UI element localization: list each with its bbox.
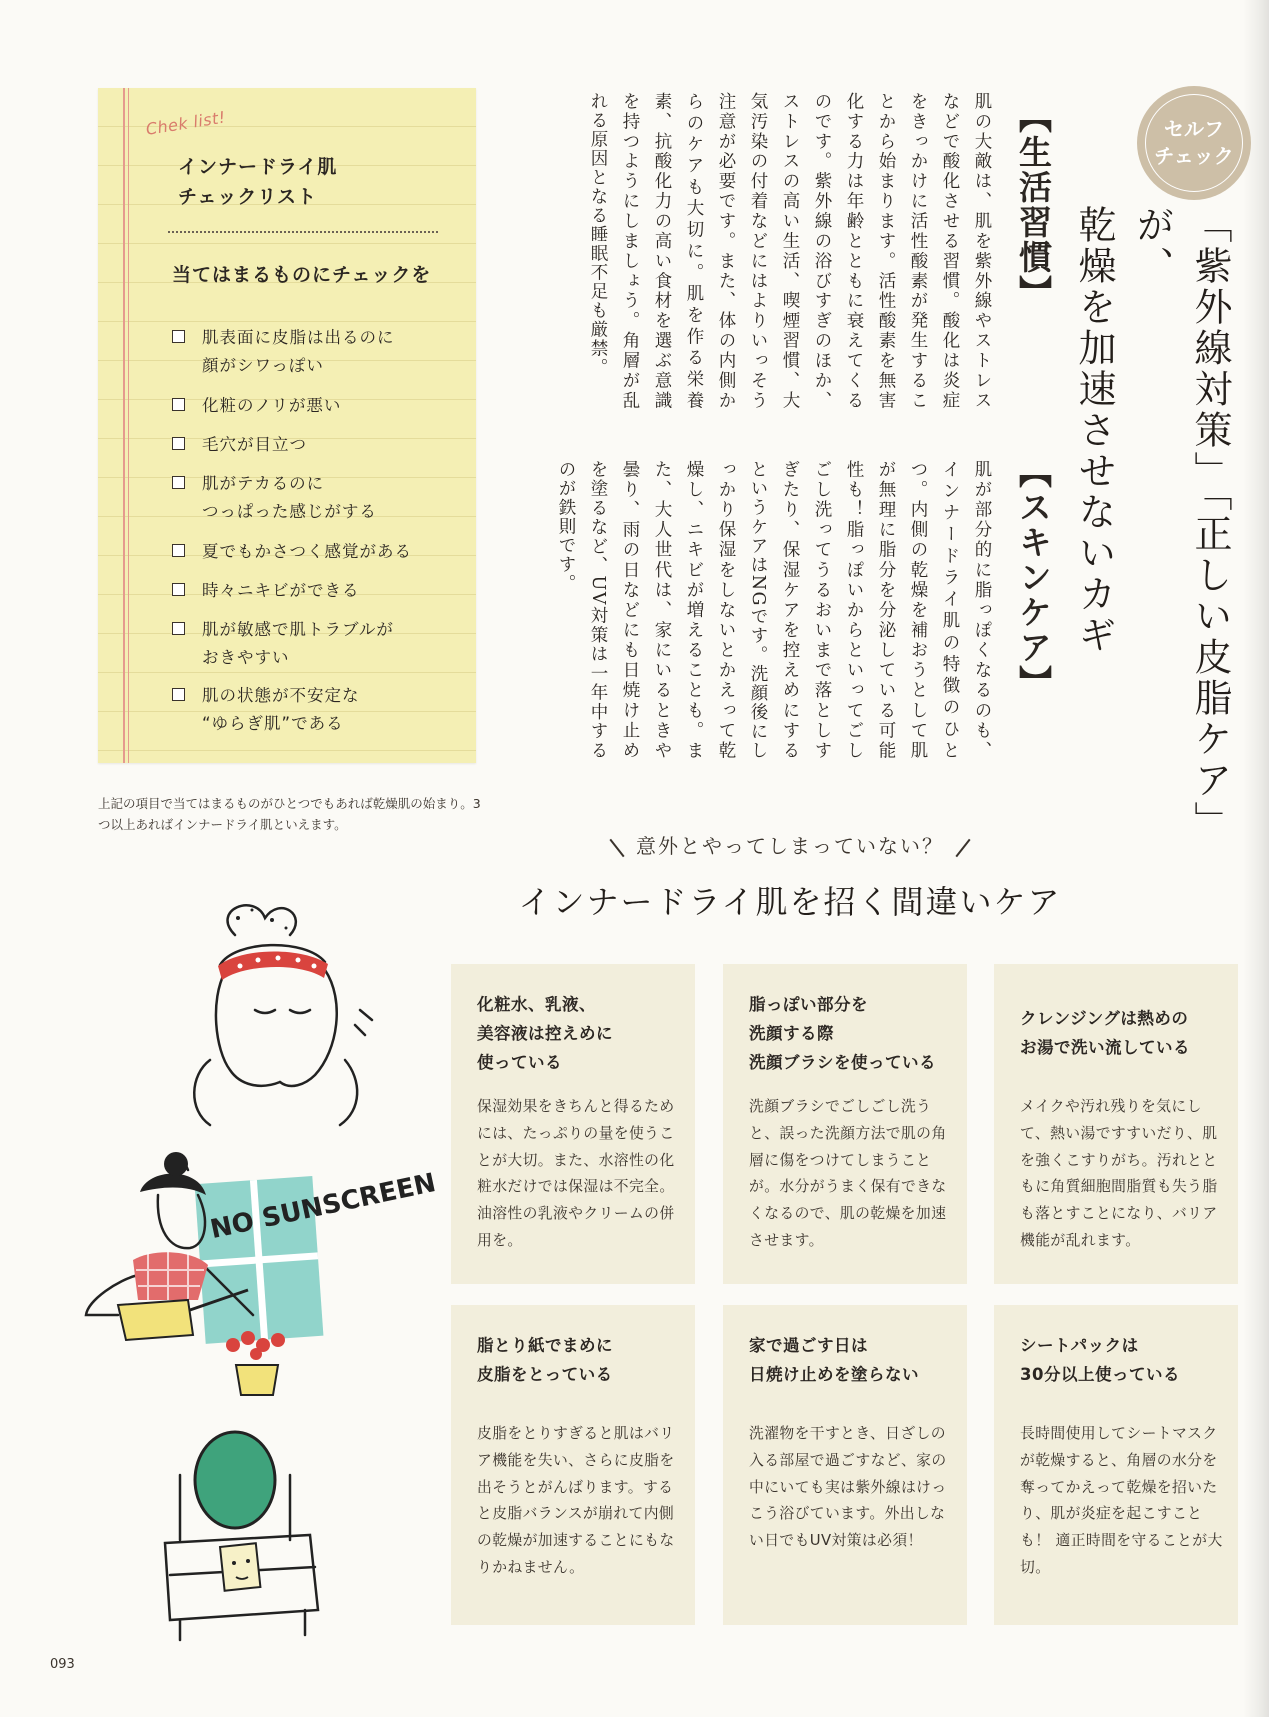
mistake-card — [723, 1305, 967, 1625]
mistake-card — [451, 1305, 695, 1625]
card-body: メイクや汚れ残りを気にして、熱い湯ですすいだり、肌を強くこすりがち。汚れとともに角質細胞間脂質も失う脂も落とすことになり、バリア機能が乱れます。 — [1020, 1098, 1218, 1249]
slash-mark — [955, 838, 970, 857]
checkbox[interactable] — [172, 583, 185, 596]
mistake-card — [994, 964, 1238, 1284]
page-number: 093 — [50, 1657, 75, 1672]
card-title: シートパックは 30分以上使っている — [1020, 1336, 1180, 1384]
watering-illustration — [78, 1140, 439, 1400]
section-subtitle-text: 意外とやってしまっていない？ — [636, 834, 944, 858]
checkbox[interactable] — [172, 544, 185, 557]
headband — [218, 951, 328, 980]
card-body: 洗顔ブラシでごしごし洗うと、誤った洗顔方法で肌の角層に傷をつけてしまうことが。水分がうまく保有できなくなるので、肌の乾燥を加速させます。 — [749, 1098, 947, 1249]
checkbox[interactable] — [172, 622, 185, 635]
slash-mark — [609, 838, 624, 857]
card-title: 脂とり紙でまめに 皮脂をとっている — [477, 1336, 613, 1384]
mistake-card — [994, 1305, 1238, 1625]
card-body: 洗濯物を干すとき、日ざしの入る部屋で過ごすなど、家の中にいても実は紫外線はけっこう浴びています。外出しない日でもUV対策は必須！ — [749, 1425, 947, 1550]
lifestyle-heading: 【生活習慣】 — [1014, 100, 1053, 310]
lifestyle-body: 肌の大敵は、肌を紫外線やストレスなどで酸化させる習慣。酸化は炎症をきっかけに活性酸素が発生することから始まります。活性酸素を無害化する力は年齢とともに衰えてくるのです。紫外線の浴びすぎのほか、ストレスの高い生活、喫煙習慣、大気汚染の付着などにはよりいっそう注意が必要です。また、体の内側からのケアも大切に。肌を作る栄養素、抗酸化力の高い食材を選ぶ意識を持つようにしましょう。角層が乱れる原因となる睡眠不足も厳禁。 — [588, 92, 992, 410]
skincare-heading: 【スキンケア】 — [1014, 455, 1053, 700]
checkbox[interactable] — [172, 476, 185, 489]
mirror — [195, 1432, 275, 1528]
card-body: 保湿効果をきちんと得るためには、たっぷりの量を使うことが大切。また、水溶性の化粧水だけでは保湿は不完全。油溶性の乳液やクリームの併用を。 — [477, 1098, 675, 1249]
self-check-badge — [1137, 86, 1251, 200]
checklist-notepad — [98, 88, 476, 763]
checklist-item-label: 肌の状態が不安定な “ゆらぎ肌”である — [202, 686, 360, 733]
margin-line — [123, 88, 125, 763]
checklist-item-label: 時々ニキビができる — [202, 581, 360, 600]
flower-pot — [236, 1365, 278, 1395]
section-subtitle — [480, 830, 1100, 859]
mistake-card — [723, 964, 967, 1284]
checklist-title: インナードライ肌 チェックリスト — [178, 156, 338, 208]
checkbox[interactable] — [172, 398, 185, 411]
card-title: 家で過ごす日は 日焼け止めを塗らない — [749, 1336, 919, 1384]
sheet-mask — [220, 1543, 260, 1591]
checkbox[interactable] — [172, 437, 185, 450]
checklist-item-label: 夏でもかさつく感覚がある — [202, 542, 412, 561]
mistake-card — [451, 964, 695, 1284]
section-title: インナードライ肌を招く間違いケア — [518, 883, 1062, 921]
no-sunscreen-text: NO SUNSCREEN — [207, 1168, 439, 1246]
checklist-item-label: 毛穴が目立つ — [202, 435, 307, 454]
checklist-tag: Chek list! — [144, 107, 227, 139]
face-washing-illustration — [140, 900, 380, 1130]
card-body: 長時間使用してシートマスクが乾燥すると、角層の水分を奪ってかえって乾燥を招いたり、肌が炎症を起こすことも！ 適正時間を守ることが大切。 — [1020, 1425, 1223, 1576]
card-title: 脂っぽい部分を 洗顔する際 洗顔ブラシを使っている — [749, 995, 936, 1072]
checklist-caption: 上記の項目で当てはまるものがひとつでもあれば乾燥肌の始まり。3つ以上あればインナードライ肌といえます。 — [98, 796, 481, 832]
margin-line — [128, 88, 129, 763]
skincare-body: 肌が部分的に脂っぽくなるのも、インナードライ肌の特徴のひとつ。内側の乾燥を補おうとして肌が無理に脂分を分泌している可能性も！脂っぽいからといってごしごし洗ってうるおいまで落としすぎたり、保湿ケアを控えめにするというケアはNGです。洗顔後にしっかり保湿をしないとかえって乾燥し、ニキビが増えることも。また、大人世代は、家にいるときや曇り、雨の日などにも日焼け止めを塗るなど、UV対策は一年中するのが鉄則です。 — [556, 460, 992, 760]
badge-label: セルフ チェック — [1145, 94, 1243, 192]
card-body: 皮脂をとりすぎると肌はバリア機能を失い、さらに皮脂を出そうとがんばります。すると皮脂バランスが崩れて内側の乾燥が加速することにもなりかねません。 — [477, 1425, 675, 1576]
checklist-subtitle: 当てはまるものにチェックを — [172, 264, 432, 286]
checklist-item-label: 肌が敏感で肌トラブルが おきやすい — [202, 620, 394, 667]
page-edge-shadow — [1243, 0, 1269, 1717]
article-headline: 「紫外線対策」「正しい皮脂ケア」が、 乾燥を加速させないカギ — [1072, 205, 1232, 842]
checkbox[interactable] — [172, 330, 185, 343]
watering-can — [118, 1300, 193, 1340]
dresser-illustration — [160, 1425, 330, 1645]
gingham-top — [133, 1252, 208, 1300]
dotted-divider — [168, 231, 438, 233]
card-title: 化粧水、乳液、 美容液は控えめに 使っている — [477, 995, 613, 1072]
checklist-item-label: 化粧のノリが悪い — [202, 396, 342, 415]
checkbox[interactable] — [172, 688, 185, 701]
checklist-item-label: 肌表面に皮脂は出るのに 顔がシワっぽい — [202, 328, 395, 375]
card-title: クレンジングは熱めの お湯で洗い流している — [1020, 1009, 1190, 1057]
checklist-item-label: 肌がテカるのに つっぱった感じがする — [202, 474, 377, 521]
